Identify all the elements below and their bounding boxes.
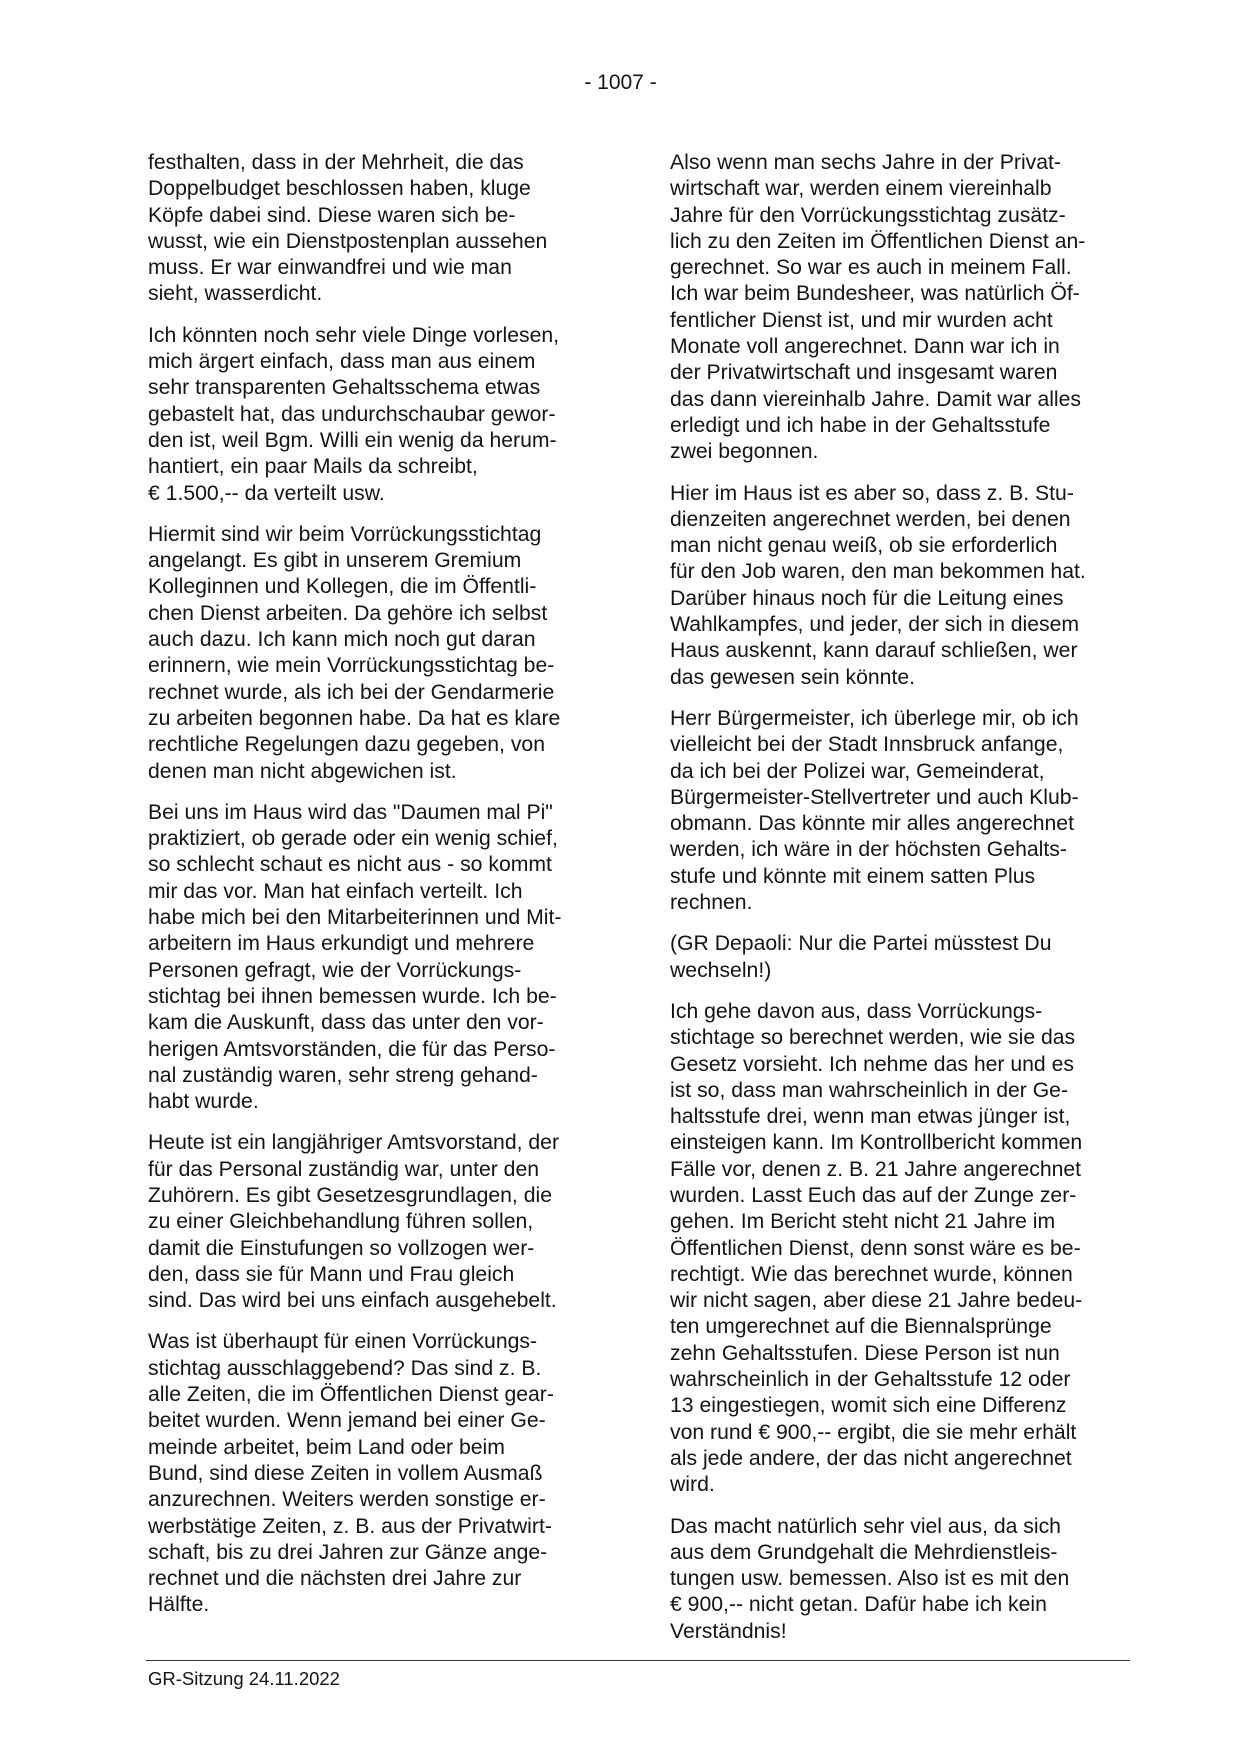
page-number: - 1007 - (584, 71, 657, 94)
paragraph: Ich könnten noch sehr viele Dinge vorlesen, mich ärgert einfach, dass man aus einem sehr transparenten Gehaltsschema etwas gebastelt hat, das undurchschaubar gewor- den ist, weil Bgm. Willi ein wenig da herum- hantiert, ein paar Mails da schreibt, € 1.500,-- da verteilt usw. (148, 323, 560, 505)
paragraph: Das macht natürlich sehr viel aus, da sich aus dem Grundgehalt die Mehrdienstleis- tungen usw. bemessen. Also ist es mit den € 900,-- nicht getan. Dafür habe ich kein Verständnis! (670, 1514, 1070, 1643)
paragraph: Hier im Haus ist es aber so, dass z. B. Stu- dienzeiten angerechnet werden, bei denen man nicht genau weiß, ob sie erforderlich für den Job waren, den man bekommen hat. Darüber hinaus noch für die Leitung eines Wahlkampfes, und jeder, der sich in diesem Haus auskennt, kann darauf schließen, wer das gewesen sein könnte. (670, 481, 1086, 689)
paragraph: festhalten, dass in der Mehrheit, die das Doppelbudget beschlossen haben, kluge Köpfe dabei sind. Diese waren sich be- wusst, wie ein Dienstpostenplan aussehen muss. Er war einwandfrei und wie man sieht, wasserdicht. (148, 151, 548, 306)
footer-divider (146, 1660, 1130, 1661)
paragraph: Herr Bürgermeister, ich überlege mir, ob ich vielleicht bei der Stadt Innsbruck anfange, da ich bei der Polizei war, Gemeinderat, Bürgermeister-Stellvertreter und auch Klub- obmann. Das könnte mir alles angerechnet werden, ich wäre in der höchsten Gehalts- stufe und könnte mit einem satten Plus rechnen. (670, 706, 1079, 915)
right-column (670, 150, 1134, 1660)
paragraph: Ich gehe davon aus, dass Vorrückungs- stichtage so berechnet werden, wie sie das Gesetz vorsieht. Ich nehme das her und es ist so, dass man wahrscheinlich in der Ge- haltsstufe drei, wenn man etwas jünger ist, einsteigen kann. Im Kontrollbericht kommen Fälle vor, denen z. B. 21 Jahre angerechnet wurden. Lasst Euch das auf der Zunge zer- gehen. Im Bericht steht nicht 21 Jahre im Öffentlichen Dienst, denn sonst wäre es be- rechtigt. Wie das berechnet wurde, können wir nicht sagen, aber diese 21 Jahre bedeu- ten umgerechnet auf die Biennalsprünge zehn Gehaltsstufen. Diese Person ist nun wahrscheinlich in der Gehaltsstufe 12 oder 13 eingestiegen, womit sich eine Differenz von rund € 900,-- ergibt, die sie mehr erhält als jede andere, der das nicht angerechnet wird. (670, 999, 1083, 1497)
paragraph: Heute ist ein langjähriger Amtsvorstand, der für das Personal zuständig war, unter den Zuhörern. Es gibt Gesetzesgrundlagen, die zu einer Gleichbehandlung führen sollen, damit die Einstufungen so vollzogen wer- den, dass sie für Mann und Frau gleich sind. Das wird bei uns einfach ausgehebelt. (148, 1131, 560, 1313)
interjection: (GR Depaoli: Nur die Partei müsstest Du wechseln!) (670, 932, 1052, 982)
paragraph: Also wenn man sechs Jahre in der Privat- wirtschaft war, werden einem viereinhalb Jahre für den Vorrückungsstichtag zusätz- lich zu den Zeiten im Öffentlichen Dienst an- gerechnet. So war es auch in meinem Fall. Ich war beim Bundesheer, was natürlich Öf- fentlicher Dienst ist, und mir wurden acht Monate voll angerechnet. Dann war ich in der Privatwirtschaft und insgesamt waren das dann viereinhalb Jahre. Damit war alles erledigt und ich habe in der Gehaltsstufe zwei begonnen. (670, 151, 1086, 464)
footer-session-date: GR-Sitzung 24.11.2022 (148, 1668, 340, 1689)
paragraph: Was ist überhaupt für einen Vorrückungs- stichtag ausschlaggebend? Das sind z. B. alle Zeiten, die im Öffentlichen Dienst gear- beitet wurden. Wenn jemand bei einer Ge- meinde arbeitet, beim Land oder beim Bund, sind diese Zeiten in vollem Ausmaß anzurechnen. Weiters werden sonstige er- werbstätige Zeiten, z. B. aus der Privatwirt- schaft, bis zu drei Jahren zur Gänze ange- rechnet und die nächsten drei Jahre zur Hälfte. (148, 1330, 554, 1617)
paragraph: Hiermit sind wir beim Vorrückungsstichtag angelangt. Es gibt in unserem Gremium Kolleginnen und Kollegen, die im Öffentli- chen Dienst arbeiten. Da gehöre ich selbst auch dazu. Ich kann mich noch gut daran erinnern, wie mein Vorrückungsstichtag be- rechnet wurde, als ich bei der Gendarmerie zu arbeiten begonnen habe. Da hat es klare rechtliche Regelungen dazu gegeben, von denen man nicht abgewichen ist. (148, 522, 561, 783)
left-column (148, 150, 608, 1634)
paragraph: Bei uns im Haus wird das "Daumen mal Pi" praktiziert, ob gerade oder ein wenig schief, so schlecht schaut es nicht aus - so kommt mir das vor. Man hat einfach verteilt. Ich habe mich bei den Mitarbeiterinnen und Mit- arbeitern im Haus erkundigt und mehrere Personen gefragt, wie der Vorrückungs- stichtag bei ihnen bemessen wurde. Ich be- kam die Auskunft, dass das unter den vor- herigen Amtsvorständen, die für das Perso- nal zuständig waren, sehr streng gehand- habt wurde. (148, 800, 562, 1114)
